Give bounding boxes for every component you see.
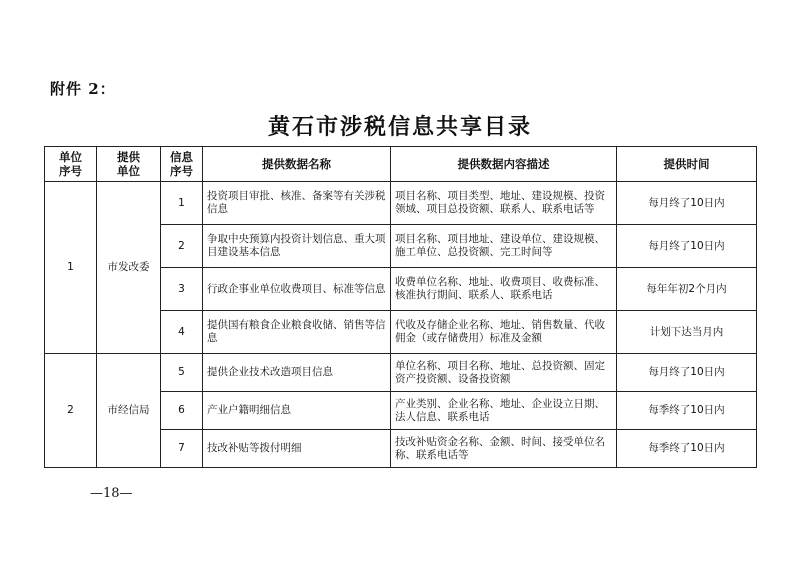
tax-info-catalog-table — [44, 146, 757, 468]
info-no-cell: 2 — [161, 225, 203, 268]
content-desc-cell: 项目名称、项目地址、建设单位、建设规模、施工单位、总投资额、完工时间等 — [391, 225, 617, 268]
content-desc-cell: 产业类别、企业名称、地址、企业设立日期、法人信息、联系电话 — [391, 392, 617, 430]
time-cell: 每月终了10日内 — [617, 225, 757, 268]
header-info-no-line1: 信息 — [170, 150, 193, 164]
table-header-row — [45, 147, 757, 182]
header-time: 提供时间 — [617, 147, 757, 182]
header-unit-no — [45, 147, 97, 182]
content-desc-cell: 代收及存储企业名称、地址、销售数量、代收佣金（或存储费用）标准及金额 — [391, 311, 617, 354]
info-no-cell: 7 — [161, 430, 203, 468]
content-desc-cell: 项目名称、项目类型、地址、建设规模、投资领域、项目总投资额、联系人、联系电话等 — [391, 182, 617, 225]
info-no-cell: 3 — [161, 268, 203, 311]
time-cell: 每季终了10日内 — [617, 430, 757, 468]
info-no-cell: 6 — [161, 392, 203, 430]
content-desc-cell: 收费单位名称、地址、收费项目、收费标准、核准执行期间、联系人、联系电话 — [391, 268, 617, 311]
header-content-desc: 提供数据内容描述 — [391, 147, 617, 182]
header-provider-line2: 单位 — [117, 164, 140, 178]
time-cell: 每年年初2个月内 — [617, 268, 757, 311]
info-no-cell: 4 — [161, 311, 203, 354]
header-unit-no-line2: 序号 — [59, 164, 82, 178]
unit-no-cell: 1 — [45, 182, 97, 354]
time-cell: 每月终了10日内 — [617, 182, 757, 225]
content-desc-cell: 单位名称、项目名称、地址、总投资额、固定资产投资额、设备投资额 — [391, 354, 617, 392]
time-cell: 每月终了10日内 — [617, 354, 757, 392]
table-row — [45, 182, 757, 225]
table-row — [45, 354, 757, 392]
data-name-cell: 提供国有粮食企业粮食收储、销售等信息 — [203, 311, 391, 354]
header-info-no — [161, 147, 203, 182]
info-no-cell: 5 — [161, 354, 203, 392]
unit-no-cell: 2 — [45, 354, 97, 468]
data-name-cell: 技改补贴等拨付明细 — [203, 430, 391, 468]
page-number: —18— — [90, 486, 133, 501]
attachment-label: 附件 2： — [50, 80, 116, 98]
page-title: 黄石市涉税信息共享目录 — [267, 114, 532, 140]
time-cell: 计划下达当月内 — [617, 311, 757, 354]
provider-cell: 市发改委 — [97, 182, 161, 354]
data-name-cell: 行政企事业单位收费项目、标准等信息 — [203, 268, 391, 311]
header-provider — [97, 147, 161, 182]
header-data-name: 提供数据名称 — [203, 147, 391, 182]
data-name-cell: 提供企业技术改造项目信息 — [203, 354, 391, 392]
time-cell: 每季终了10日内 — [617, 392, 757, 430]
data-name-cell: 投资项目审批、核准、备案等有关涉税信息 — [203, 182, 391, 225]
content-desc-cell: 技改补贴资金名称、金额、时间、接受单位名称、联系电话等 — [391, 430, 617, 468]
header-provider-line1: 提供 — [117, 150, 140, 164]
header-info-no-line2: 序号 — [170, 164, 193, 178]
data-name-cell: 产业户籍明细信息 — [203, 392, 391, 430]
data-name-cell: 争取中央预算内投资计划信息、重大项目建设基本信息 — [203, 225, 391, 268]
header-unit-no-line1: 单位 — [59, 150, 82, 164]
provider-cell: 市经信局 — [97, 354, 161, 468]
info-no-cell: 1 — [161, 182, 203, 225]
